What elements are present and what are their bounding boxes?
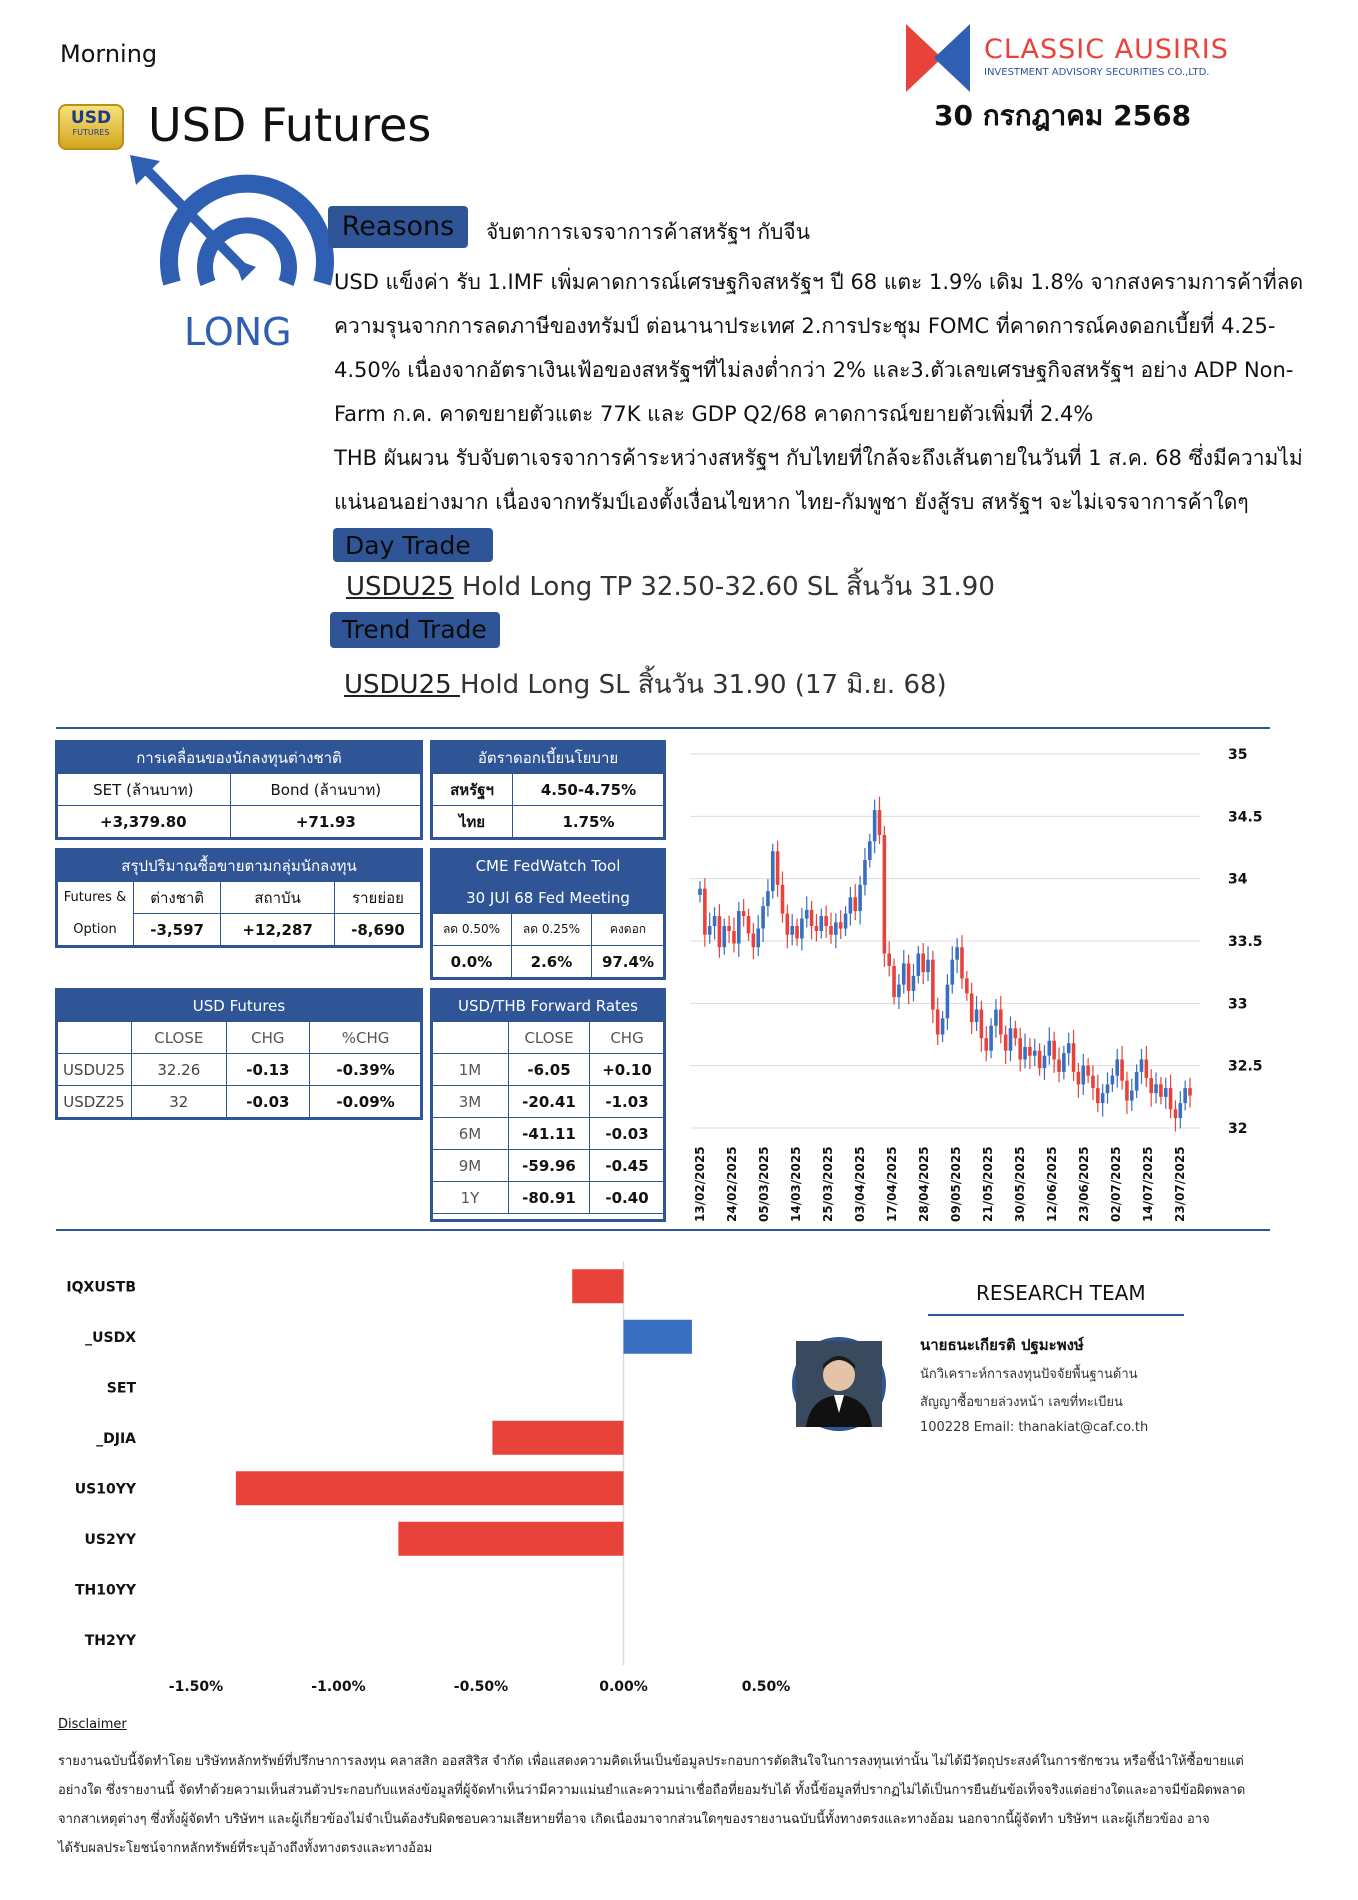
candle-body <box>742 911 746 916</box>
candle-body <box>1057 1059 1061 1071</box>
bar <box>236 1471 624 1505</box>
investor-header-foreign: ต่างชาติ <box>134 882 221 914</box>
x-tick-label: 14/07/2025 <box>1141 1146 1155 1222</box>
fedwatch-header-cut25: ลด 0.25% <box>511 914 591 946</box>
candle-body <box>839 922 843 928</box>
day-trade-line <box>346 566 995 607</box>
usd-futures-close: 32 <box>132 1086 227 1118</box>
y-tick-label: 34.5 <box>1228 809 1263 826</box>
candle-body <box>902 963 906 984</box>
forward-header-chg: CHG <box>590 1022 665 1054</box>
foreign-flow-col-bond: Bond (ล้านบาท) <box>230 774 421 806</box>
candle-body <box>752 934 756 948</box>
candle-body <box>761 906 765 928</box>
candle-body <box>849 897 853 913</box>
y-tick-label: 33.5 <box>1228 934 1263 950</box>
foreign-flow-bond-value: +71.93 <box>230 806 421 838</box>
candle-body <box>703 889 707 935</box>
candle-body <box>912 976 916 991</box>
bar-category-label: _USDX <box>85 1329 136 1346</box>
candle-body <box>1154 1084 1158 1093</box>
forward-close: -6.05 <box>509 1054 590 1086</box>
policy-rate-th: 1.75% <box>513 806 665 838</box>
candle-body <box>1135 1072 1139 1091</box>
investor-summary-title: สรุปปริมาณซื้อขายตามกลุ่มนักลงทุน <box>57 850 422 882</box>
candle-body <box>708 926 712 935</box>
x-tick-label: 0.50% <box>741 1679 791 1695</box>
investor-value-institution: +12,287 <box>221 914 335 946</box>
trend-trade-symbol: USDU25 <box>344 670 460 700</box>
forward-header-blank <box>432 1022 509 1054</box>
fedwatch-table <box>431 849 665 978</box>
fedwatch-value-cut25: 2.6% <box>511 946 591 978</box>
fedwatch-title: CME FedWatch Tool <box>432 850 665 882</box>
bar <box>572 1269 623 1303</box>
company-subtitle: INVESTMENT ADVISORY SECURITIES CO.,LTD. <box>984 67 1210 78</box>
forward-close: -20.41 <box>509 1086 590 1118</box>
bar-category-label: US2YY <box>84 1531 136 1548</box>
policy-rate-table <box>431 741 665 838</box>
candle-body <box>713 916 717 926</box>
investor-summary-table <box>56 849 422 946</box>
x-tick-label: 23/06/2025 <box>1077 1146 1091 1222</box>
disclaimer-body <box>58 1747 1248 1863</box>
candle-body <box>921 953 925 972</box>
candle-body <box>960 947 964 978</box>
forward-tenor: 1Y <box>432 1182 509 1214</box>
x-tick-label: 09/05/2025 <box>949 1146 963 1222</box>
reasons-tag: Reasons <box>328 206 468 248</box>
candle-body <box>805 910 809 919</box>
foreign-flow-set-value: +3,379.80 <box>57 806 231 838</box>
investor-row-label-2: Option <box>57 914 134 946</box>
bar <box>398 1522 623 1556</box>
reasons-line: แน่นอนอย่างมาก เนื่องจากทรัมป์เองตั้งเงื่อนไขหาก ไทย-กัมพูชา ยังสู้รบ สหรัฐฯ จะไม่เจรจาการค้าใดๆ <box>334 490 1249 514</box>
candle-body <box>1086 1066 1090 1076</box>
forward-chg: -1.03 <box>590 1086 665 1118</box>
candle-body <box>1164 1088 1168 1097</box>
candle-body <box>1145 1059 1149 1078</box>
forward-tenor: 6M <box>432 1118 509 1150</box>
forward-chg: +0.10 <box>590 1054 665 1086</box>
candle-body <box>1096 1088 1100 1103</box>
candle-body <box>810 910 814 926</box>
x-tick-label: -0.50% <box>453 1679 509 1695</box>
y-tick-label: 32 <box>1228 1121 1248 1137</box>
analyst-contact: 100228 Email: thanakiat@caf.co.th <box>920 1420 1149 1435</box>
disclaimer-line: รายงานฉบับนี้จัดทำโดย บริษัทหลักทรัพย์ที่ปรึกษาการลงทุน คลาสสิก ออสสิริส จำกัด เพื่อแสดงความคิดเห็นเป็นข้อมูลประกอบการตัดสินใจในการลงทุนเท่านั้น ไม่ได้มีวัตถุประสงค์ในการชักชวน หรือชี้นำให้ซื้อขายแต่ <box>58 1754 1244 1769</box>
forward-tenor: 3M <box>432 1086 509 1118</box>
fedwatch-subtitle: 30 JUl 68 Fed Meeting <box>432 882 665 914</box>
forward-close: -41.11 <box>509 1118 590 1150</box>
usd-futures-chg: -0.13 <box>226 1054 310 1086</box>
candle-body <box>883 835 887 953</box>
section-divider <box>56 1229 1270 1231</box>
fedwatch-value-hold: 97.4% <box>591 946 664 978</box>
candle-body <box>1091 1076 1095 1088</box>
bar-category-label: US10YY <box>74 1481 136 1498</box>
analyst-role: นักวิเคราะห์การลงทุนปัจจัยพื้นฐานด้าน <box>920 1367 1138 1382</box>
candle-body <box>834 922 838 934</box>
candle-body <box>727 926 731 931</box>
fedwatch-header-hold: คงดอก <box>591 914 664 946</box>
candle-body <box>790 926 794 935</box>
y-tick-label: 32.5 <box>1228 1058 1263 1075</box>
candle-body <box>946 985 950 1019</box>
position-label: LONG <box>184 310 292 354</box>
usd-futures-close: 32.26 <box>132 1054 227 1086</box>
policy-country-th: ไทย <box>432 806 513 838</box>
candle-body <box>776 851 780 885</box>
candle-body <box>1038 1051 1042 1068</box>
candle-body <box>1106 1084 1110 1093</box>
x-tick-label: 03/04/2025 <box>853 1146 867 1222</box>
candle-body <box>873 810 877 841</box>
investor-header-institution: สถาบัน <box>221 882 335 914</box>
candle-body <box>698 889 702 895</box>
candle-body <box>1101 1093 1105 1103</box>
reasons-line: USD แข็งค่า รับ 1.IMF เพิ่มคาดการณ์เศรษฐกิจสหรัฐฯ ปี 68 แตะ 1.9% เดิม 1.8% จากสงครามการค้าที่ลด <box>334 270 1304 294</box>
candle-body <box>853 897 857 911</box>
reasons-line: THB ผันผวน รับจับตาเจรจาการค้าระหว่างสหรัฐฯ กับไทยที่ใกล้จะถึงเส้นตายในวันที่ 1 ส.ค. 68 ซึ่งมีความไม่ <box>334 446 1303 470</box>
avatar <box>792 1337 886 1431</box>
forward-chg: -0.40 <box>590 1182 665 1214</box>
x-tick-label: 14/03/2025 <box>789 1146 803 1222</box>
candle-body <box>989 1026 993 1051</box>
bar-category-label: _DJIA <box>96 1430 136 1447</box>
candle-body <box>844 914 848 929</box>
x-tick-label: 02/07/2025 <box>1109 1146 1123 1222</box>
candle-body <box>786 914 790 935</box>
candle-body <box>1140 1059 1144 1071</box>
candle-body <box>1130 1091 1134 1101</box>
candle-body <box>718 916 722 947</box>
candle-body <box>907 963 911 990</box>
market-change-bar-chart <box>56 1255 791 1715</box>
x-tick-label: 12/06/2025 <box>1045 1146 1059 1222</box>
candle-body <box>926 960 930 972</box>
reasons-line: ความรุนจากการลดภาษีของทรัมป์ ต่อนานาประเทศ 2.การประชุม FOMC ที่คาดการณ์คงดอกเบี้ยที่ 4.25- <box>334 314 1276 338</box>
candle-body <box>1009 1028 1013 1050</box>
forward-close: -80.91 <box>509 1182 590 1214</box>
candle-body <box>1033 1051 1037 1056</box>
x-tick-label: 23/07/2025 <box>1173 1146 1187 1222</box>
candle-body <box>815 926 819 931</box>
policy-country-us: สหรัฐฯ <box>432 774 513 806</box>
target-icon <box>130 155 320 290</box>
usd-futures-symbol: USDZ25 <box>57 1086 132 1118</box>
candle-body <box>747 916 751 933</box>
day-trade-text: Hold Long TP 32.50-32.60 SL สิ้นวัน 31.90 <box>453 572 995 602</box>
investor-header-retail: รายย่อย <box>334 882 421 914</box>
candle-body <box>766 891 770 906</box>
y-tick-label: 34 <box>1228 871 1248 888</box>
forward-tenor: 9M <box>432 1150 509 1182</box>
candle-body <box>1125 1081 1129 1101</box>
candle-body <box>1120 1059 1124 1080</box>
candle-body <box>795 926 799 938</box>
candle-body <box>722 926 726 947</box>
candle-body <box>1072 1043 1076 1072</box>
usd-futures-header-pctchg: %CHG <box>310 1022 422 1054</box>
candle-body <box>994 1010 998 1026</box>
candle-body <box>878 810 882 835</box>
investor-value-retail: -8,690 <box>334 914 421 946</box>
candle-body <box>950 960 954 985</box>
person-icon <box>796 1341 882 1427</box>
usd-futures-logo <box>58 104 124 150</box>
x-tick-label: -1.50% <box>168 1679 224 1695</box>
usd-futures-pctchg: -0.09% <box>310 1086 422 1118</box>
disclaimer-title: Disclaimer <box>58 1717 127 1732</box>
candle-body <box>800 919 804 939</box>
day-trade-symbol: USDU25 <box>346 572 454 602</box>
reasons-body <box>334 260 1314 524</box>
candle-body <box>984 1038 988 1050</box>
candle-body <box>1052 1041 1056 1060</box>
candle-body <box>970 993 974 1022</box>
x-tick-label: 25/03/2025 <box>821 1146 835 1222</box>
bar-category-label: SET <box>106 1380 136 1397</box>
section-divider <box>56 727 1270 729</box>
bar <box>624 1320 692 1354</box>
investor-value-foreign: -3,597 <box>134 914 221 946</box>
usd-futures-header-blank <box>57 1022 132 1054</box>
forward-rates-title: USD/THB Forward Rates <box>432 990 665 1022</box>
trend-trade-text: Hold Long SL สิ้นวัน 31.90 (17 มิ.ย. 68) <box>459 670 947 700</box>
candle-body <box>829 926 833 935</box>
usd-futures-header-chg: CHG <box>226 1022 310 1054</box>
company-logo-mark <box>906 24 970 92</box>
bar-category-label: IQXUSTB <box>66 1279 136 1296</box>
candle-body <box>824 916 828 926</box>
y-tick-label: 35 <box>1228 747 1248 763</box>
candle-body <box>1183 1088 1187 1103</box>
candle-body <box>1169 1088 1173 1109</box>
candle-body <box>980 1010 984 1039</box>
candle-body <box>1188 1088 1192 1095</box>
candle-body <box>941 1018 945 1034</box>
candle-body <box>1149 1078 1153 1093</box>
candle-body <box>771 851 775 891</box>
candle-body <box>1174 1109 1178 1118</box>
forward-close: -59.96 <box>509 1150 590 1182</box>
policy-rate-title: อัตราดอกเบี้ยนโยบาย <box>432 742 665 774</box>
candle-body <box>1081 1066 1085 1085</box>
candle-body <box>892 966 896 997</box>
bar <box>492 1421 623 1455</box>
candle-body <box>965 978 969 993</box>
candle-body <box>737 911 741 943</box>
candle-body <box>868 841 872 860</box>
reasons-line: 4.50% เนื่องจากอัตราเงินเฟ้อของสหรัฐฯที่ไม่ลงต่ำกว่า 2% และ3.ตัวเลขเศรษฐกิจสหรัฐฯ อย่าง ADP Non- <box>334 358 1294 382</box>
candle-body <box>936 1010 940 1035</box>
candle-body <box>1178 1103 1182 1118</box>
candle-body <box>897 985 901 997</box>
trend-trade-line <box>344 664 947 705</box>
usd-futures-table <box>56 989 422 1118</box>
x-tick-label: 17/04/2025 <box>885 1146 899 1222</box>
reasons-line: Farm ก.ค. คาดขยายตัวแตะ 77K และ GDP Q2/68 คาดการณ์ขยายตัวเพิ่มที่ 2.4% <box>334 402 1094 426</box>
candle-body <box>999 1010 1003 1035</box>
page-title: USD Futures <box>148 98 432 152</box>
research-team-title: RESEARCH TEAM <box>976 1281 1146 1305</box>
x-tick-label: -1.00% <box>311 1679 366 1695</box>
x-tick-label: 24/02/2025 <box>725 1146 739 1222</box>
foreign-flow-col-set: SET (ล้านบาท) <box>57 774 231 806</box>
x-tick-label: 0.00% <box>599 1679 648 1695</box>
report-date: 30 กรกฎาคม 2568 <box>934 99 1192 132</box>
foreign-flow-title: การเคลื่อนของนักลงทุนต่างชาติ <box>57 742 422 774</box>
candle-body <box>975 1010 979 1022</box>
forward-tenor: 1M <box>432 1054 509 1086</box>
candle-body <box>931 960 935 1010</box>
candle-body <box>1023 1047 1027 1059</box>
research-team-underline <box>928 1314 1184 1316</box>
candle-body <box>1115 1059 1119 1075</box>
forward-header-close: CLOSE <box>509 1022 590 1054</box>
reasons-headline: จับตาการเจรจาการค้าสหรัฐฯ กับจีน <box>486 220 811 244</box>
candle-body <box>955 947 959 959</box>
usd-futures-symbol: USDU25 <box>57 1054 132 1086</box>
forward-chg: -0.03 <box>590 1118 665 1150</box>
bar-category-label: TH10YY <box>74 1582 136 1599</box>
candle-body <box>1159 1084 1163 1096</box>
investor-row-label-1: Futures & <box>57 882 134 914</box>
logo-badge-top: USD <box>70 108 112 128</box>
candle-body <box>1067 1043 1071 1053</box>
candle-body <box>863 860 867 885</box>
candle-body <box>858 885 862 911</box>
candle-body <box>1111 1076 1115 1085</box>
forward-chg: -0.45 <box>590 1150 665 1182</box>
candle-body <box>732 931 736 943</box>
x-tick-label: 05/03/2025 <box>757 1146 771 1222</box>
x-tick-label: 13/02/2025 <box>693 1146 707 1222</box>
x-tick-label: 21/05/2025 <box>981 1146 995 1222</box>
candle-body <box>1043 1056 1047 1068</box>
candle-body <box>1014 1028 1018 1038</box>
trend-trade-tag: Trend Trade <box>330 612 500 648</box>
session-label: Morning <box>60 40 158 68</box>
usd-futures-chg: -0.03 <box>226 1086 310 1118</box>
candle-body <box>1004 1035 1008 1051</box>
usd-futures-header-close: CLOSE <box>132 1022 227 1054</box>
usd-futures-pctchg: -0.39% <box>310 1054 422 1086</box>
candle-body <box>1077 1072 1081 1084</box>
candle-body <box>1018 1038 1022 1059</box>
x-tick-label: 30/05/2025 <box>1013 1146 1027 1222</box>
analyst-license: สัญญาซื้อขายล่วงหน้า เลขที่ทะเบียน <box>920 1395 1123 1410</box>
fedwatch-value-cut50: 0.0% <box>432 946 512 978</box>
y-tick-label: 33 <box>1228 996 1248 1013</box>
candle-body <box>1028 1047 1032 1056</box>
forward-rates-table <box>431 989 665 1214</box>
candle-body <box>917 953 921 975</box>
usd-candlestick-chart <box>680 740 1270 1230</box>
day-trade-tag: Day Trade <box>333 528 493 562</box>
fedwatch-header-cut50: ลด 0.50% <box>432 914 512 946</box>
policy-rate-us: 4.50-4.75% <box>513 774 665 806</box>
usd-futures-title: USD Futures <box>57 990 422 1022</box>
candle-body <box>819 916 823 931</box>
disclaimer-line: จากสาเหตุต่างๆ ซึ่งทั้งผู้จัดทำ บริษัทฯ และผู้เกี่ยวข้องไม่จำเป็นต้องรับผิดชอบความเสียหายที่อาจ เกิดเนื่องมาจากส่วนใดๆของรายงานฉบับนี้ทั้งทางตรงและทางอ้อม นอกจากนี้ผู้จัดทำ บริษัทฯ และผู้เกี่ยวข้อง อาจ <box>58 1812 1210 1827</box>
disclaimer-line: อย่างใด ซึ่งรายงานนี้ จัดทำด้วยความเห็นส่วนตัวประกอบกับแหล่งข้อมูลที่ผู้จัดทำเห็นว่ามีความแม่นยำและความน่าเชื่อถือที่ยอมรับได้ ทั้งนี้ข้อมูลที่ปรากฏไม่ได้เป็นการยืนยันข้อเท็จจริงแต่อย่างใดและอาจมีข้อผิดพลาด <box>58 1783 1246 1798</box>
analyst-name: นายธนะเกียรติ ปฐมะพงษ์ <box>920 1336 1084 1354</box>
bar-category-label: TH2YY <box>84 1632 136 1649</box>
foreign-flow-table <box>56 741 422 838</box>
company-name: CLASSIC AUSIRIS <box>984 34 1229 65</box>
candle-body <box>887 953 891 965</box>
candle-body <box>1048 1041 1052 1056</box>
candle-body <box>781 885 785 914</box>
candle-body <box>1062 1053 1066 1072</box>
disclaimer-line: ได้รับผลประโยชน์จากหลักทรัพย์ที่ระบุอ้างถึงทั้งทางตรงและทางอ้อม <box>58 1841 433 1856</box>
x-tick-label: 28/04/2025 <box>917 1146 931 1222</box>
logo-badge-bottom: FUTURES <box>72 128 110 137</box>
candle-body <box>756 929 760 948</box>
